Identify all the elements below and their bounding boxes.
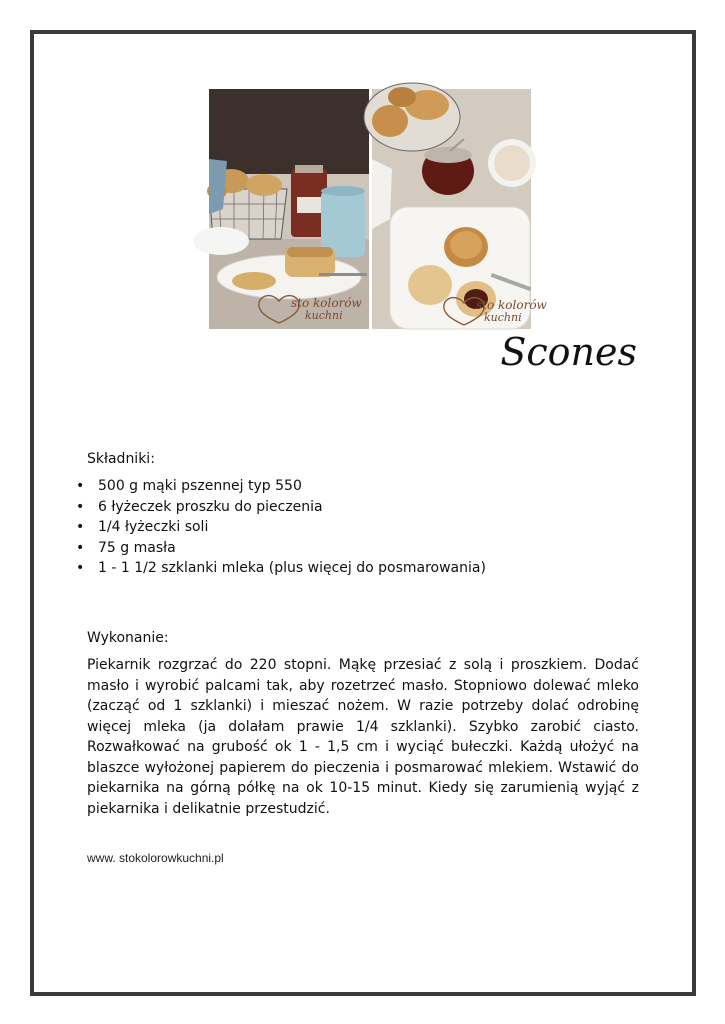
- watermark-text-bottom-right: kuchni: [484, 311, 522, 324]
- recipe-title: Scones: [500, 330, 637, 374]
- scones-photo-right: [372, 89, 547, 329]
- method-text: Piekarnik rozgrzać do 220 stopni. Mąkę przesiać z solą i proszkiem. Dodać masło i wyrobić palcami tak, aby rozetrzeć masło. Stopniowo dolewać mleko (zacząć od 1 szklanki) i mieszać nożem. W razie potrzeby dolać odrobinę więcej mleka (ja dolałam prawie 1/4 szklanki). Szybko zarobić ciasto. Rozwałkować na grubość ok 1 - 1,5 cm i wyciąć bułeczki. Każdą ułożyć na blaszce wyłożonej papierem do pieczenia i posmarować mlekiem. Wstawić do piekarnika na górną półkę na ok 10-15 minut. Kiedy się zarumienią wyjąć z piekarnika i delikatnie przestudzić.: [87, 657, 639, 817]
- method-heading: Wykonanie:: [87, 630, 169, 646]
- ingredients-list: [76, 476, 486, 579]
- ingredient-item: • 1 - 1 1/2 szklanki mleka (plus więcej do posmarowania): [76, 558, 486, 579]
- website-footer: www. stokolorowkuchni.pl: [87, 851, 224, 865]
- watermark-text-top-right: sto kolorów: [476, 298, 547, 312]
- ingredient-item: • 1/4 łyżeczki soli: [76, 517, 486, 538]
- ingredients-heading: Składniki:: [87, 451, 155, 467]
- ingredient-item: • 75 g masła: [76, 538, 486, 559]
- ingredient-item: • 6 łyżeczek proszku do pieczenia: [76, 497, 486, 518]
- ingredient-item: • 500 g mąki pszennej typ 550: [76, 476, 486, 497]
- scones-photo-left: [209, 89, 369, 329]
- watermark-text-bottom: kuchni: [305, 309, 343, 322]
- watermark-text-top: sto kolorów: [291, 296, 362, 310]
